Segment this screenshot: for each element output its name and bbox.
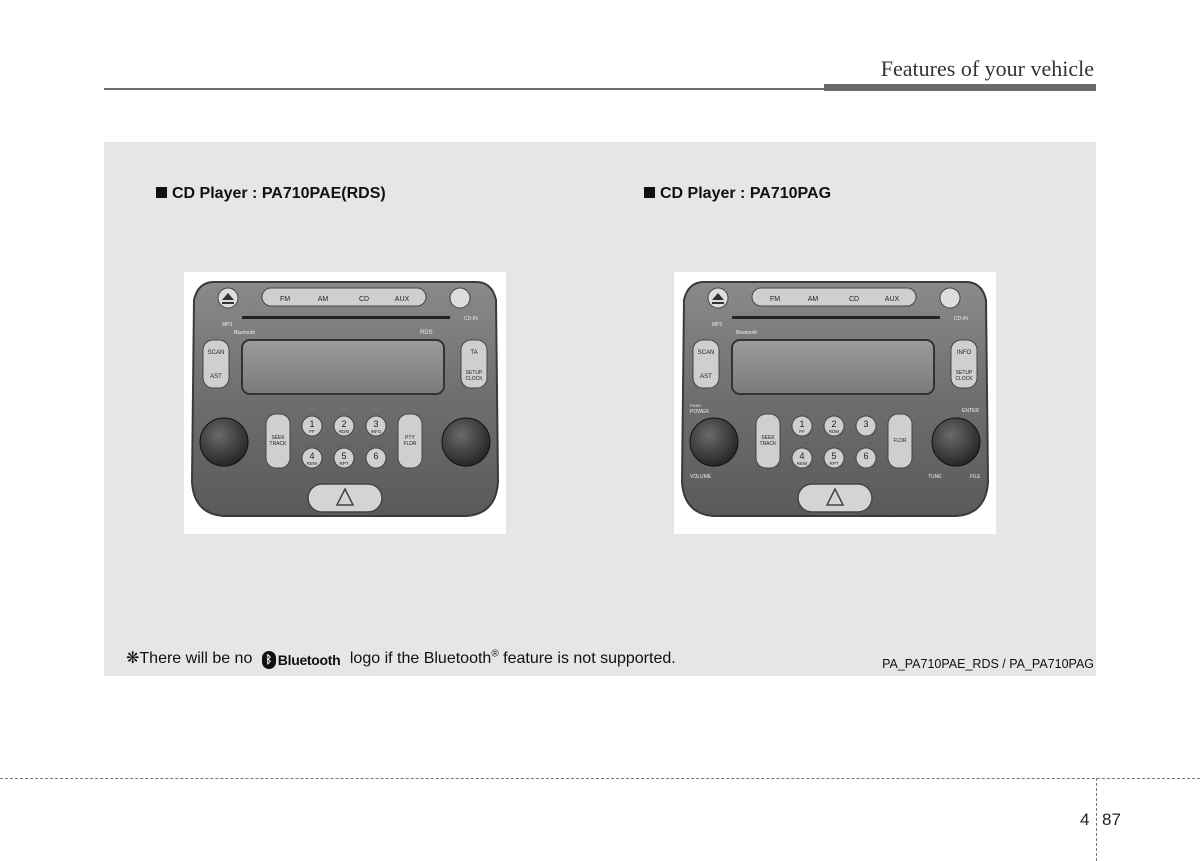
- bluetooth-icon: ᛒ: [262, 651, 276, 669]
- volume-label: VOLUME: [690, 474, 712, 480]
- track-label: TRACK: [269, 441, 287, 447]
- preset-1-label: FF: [799, 429, 805, 434]
- cd-slot: [732, 316, 940, 319]
- cd-button[interactable]: CD: [358, 296, 370, 303]
- section-title: Features of your vehicle: [880, 56, 1094, 81]
- file-label: FILE: [970, 474, 981, 480]
- footnote-prefix: ❋There will be no: [126, 650, 257, 667]
- page-number: 87: [1102, 810, 1121, 829]
- footer-divider: [0, 778, 1200, 779]
- preset-4-label: REW: [306, 461, 318, 466]
- setup-button[interactable]: SETUP: [955, 370, 973, 376]
- info-button[interactable]: INFO: [956, 350, 972, 356]
- preset-3-num: 3: [863, 419, 869, 429]
- display-screen: [732, 340, 934, 394]
- rds-label: RDS: [420, 330, 433, 336]
- preset-3-label: INFO: [370, 429, 382, 434]
- caption-right-text: CD Player : PA710PAG: [660, 185, 832, 202]
- page-divider: [1096, 778, 1097, 861]
- figure-panel: [104, 142, 1096, 676]
- preset-2-label: RDM: [828, 429, 840, 434]
- am-button[interactable]: AM: [807, 296, 819, 303]
- registered-mark: ®: [491, 648, 499, 660]
- cd-slot: [242, 316, 450, 319]
- aux-button[interactable]: AUX: [884, 296, 900, 303]
- mp3-label: MP3: [712, 322, 723, 328]
- preset-2-num: 2: [831, 419, 837, 429]
- scan-button[interactable]: SCAN: [207, 350, 225, 356]
- cd-in-label: CD-IN: [464, 316, 478, 322]
- power-volume-knob[interactable]: [690, 418, 738, 466]
- preset-2-num: 2: [341, 419, 347, 429]
- am-button[interactable]: AM: [317, 296, 329, 303]
- display-screen: [242, 340, 444, 394]
- preset-6-num: 6: [373, 451, 379, 461]
- square-bullet-icon: [644, 187, 655, 198]
- preset-6-num: 6: [863, 451, 869, 461]
- power-volume-knob[interactable]: [200, 418, 248, 466]
- preset-1-num: 1: [799, 419, 805, 429]
- fm-button[interactable]: FM: [769, 296, 781, 303]
- preset-4-num: 4: [799, 451, 805, 461]
- footnote-middle: logo if the Bluetooth: [345, 650, 492, 667]
- tune-knob[interactable]: [932, 418, 980, 466]
- tune-label: TUNE: [928, 474, 942, 480]
- fldr-label: FLDR: [403, 441, 417, 447]
- preset-1-num: 1: [309, 419, 315, 429]
- caption-right: [644, 185, 831, 203]
- bluetooth-logo-text: Bluetooth: [277, 652, 341, 668]
- setup-button[interactable]: SETUP: [465, 370, 483, 376]
- footnote: [126, 648, 676, 669]
- clock-label: CLOCK: [465, 376, 483, 382]
- tune-knob[interactable]: [442, 418, 490, 466]
- caption-left-text: CD Player : PA710PAE(RDS): [172, 185, 386, 202]
- preset-4-label: REW: [796, 461, 808, 466]
- preset-2-label: RDM: [338, 429, 350, 434]
- tone-button[interactable]: [940, 288, 960, 308]
- footnote-suffix: feature is not supported.: [498, 650, 676, 667]
- bluetooth-label: Bluetooth: [234, 330, 256, 336]
- radio-photo-standard: [674, 272, 996, 534]
- ta-button[interactable]: TA: [470, 350, 478, 356]
- preset-4-num: 4: [309, 451, 315, 461]
- radio-photo-rds: [184, 272, 506, 534]
- seek-button[interactable]: SEEK: [271, 435, 285, 441]
- tone-button[interactable]: [450, 288, 470, 308]
- header-rule: [104, 88, 824, 90]
- push-label: PUSH: [690, 403, 702, 408]
- preset-3-num: 3: [373, 419, 379, 429]
- fm-button[interactable]: FM: [279, 296, 291, 303]
- preset-5-label: RPT: [339, 461, 349, 466]
- cd-in-label: CD-IN: [954, 316, 968, 322]
- mp3-label: MP3: [222, 322, 233, 328]
- track-label: TRACK: [759, 441, 777, 447]
- header-rule-accent: [824, 84, 1096, 91]
- preset-5-label: RPT: [829, 461, 839, 466]
- seek-button[interactable]: SEEK: [761, 435, 775, 441]
- preset-1-label: FF: [309, 429, 315, 434]
- enter-label: ENTER: [962, 408, 979, 414]
- scan-button[interactable]: SCAN: [697, 350, 715, 356]
- clock-label: CLOCK: [955, 376, 973, 382]
- pty-button[interactable]: PTY: [405, 435, 415, 441]
- aux-button[interactable]: AUX: [394, 296, 410, 303]
- square-bullet-icon: [156, 187, 167, 198]
- caption-left: [156, 185, 386, 203]
- ast-button[interactable]: AST: [700, 374, 712, 380]
- preset-5-num: 5: [831, 451, 837, 461]
- bluetooth-logo: [262, 651, 341, 669]
- image-code: PA_PA710PAE_RDS / PA_PA710PAG: [882, 657, 1094, 671]
- chapter-number: 4: [1080, 810, 1090, 829]
- ast-button[interactable]: AST: [210, 374, 222, 380]
- power-label: POWER: [690, 409, 709, 415]
- cd-button[interactable]: CD: [848, 296, 860, 303]
- preset-5-num: 5: [341, 451, 347, 461]
- fldr-button[interactable]: FLDR: [893, 438, 907, 444]
- bluetooth-label: Bluetooth: [736, 330, 758, 336]
